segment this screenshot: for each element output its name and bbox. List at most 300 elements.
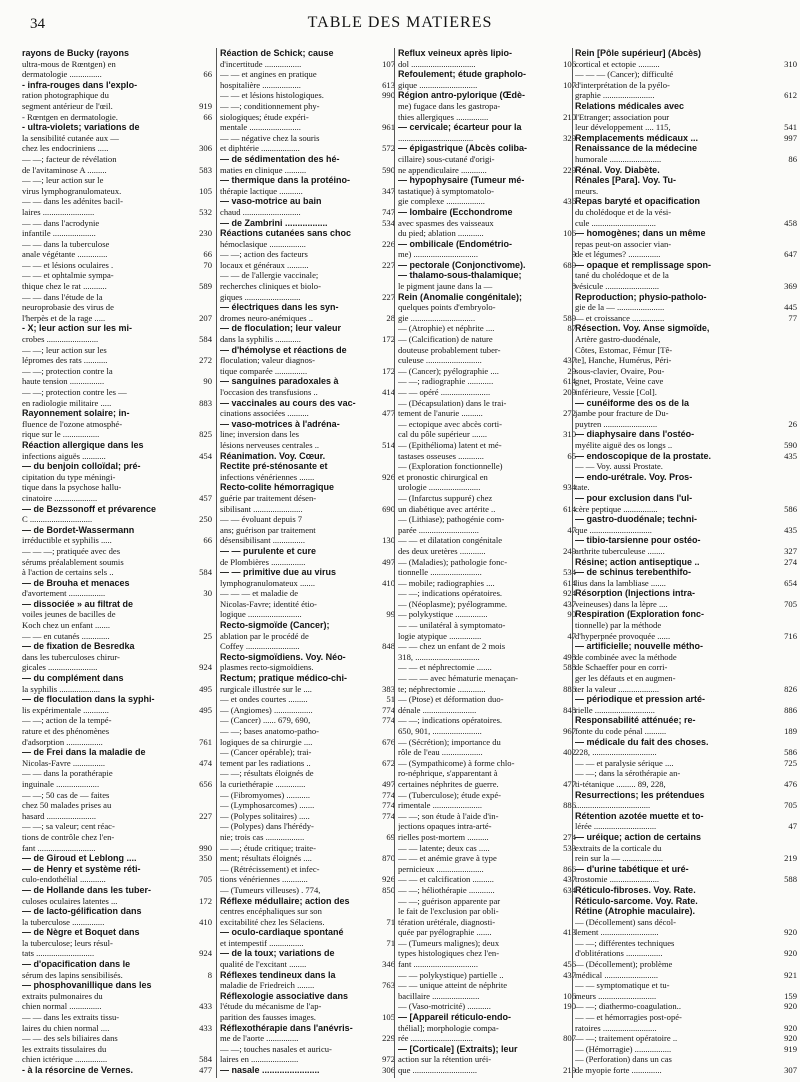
entry-page-ref: 272 bbox=[199, 355, 212, 366]
entry-page-ref: 614 bbox=[563, 503, 576, 514]
entry-page-ref: 456 bbox=[563, 959, 576, 970]
entry-text: la syphilis ................... bbox=[22, 683, 101, 694]
entry-text: — — et calcification .......... bbox=[398, 874, 494, 885]
entry-text: — — évoluant depuis 7 bbox=[220, 514, 303, 525]
index-entry bbox=[220, 228, 395, 239]
entry-page-ref: 329 bbox=[563, 132, 576, 143]
entry-page-ref: 774 bbox=[382, 715, 395, 726]
entry-page-ref: 589 bbox=[199, 281, 212, 292]
entry-text: — —; indications opératoires. bbox=[398, 588, 503, 599]
index-entry bbox=[22, 1044, 212, 1055]
index-entry bbox=[220, 525, 395, 536]
entry-text: ratoires ......................... bbox=[575, 1022, 657, 1033]
entry-text: ne appendiculaire ............ bbox=[398, 164, 487, 175]
entry-text: gie .............................. bbox=[398, 312, 476, 323]
entry-text: Région antro-pylorique (Œdè- bbox=[398, 90, 525, 101]
index-entry bbox=[575, 843, 797, 854]
entry-page-ref: 437 bbox=[563, 969, 576, 980]
entry-text: — vaso-motrice au bain bbox=[220, 196, 322, 207]
index-entry bbox=[220, 69, 395, 80]
index-entry bbox=[398, 578, 576, 589]
index-entry bbox=[22, 281, 212, 292]
entry-page-ref: 497 bbox=[382, 556, 395, 567]
entry-text: rielles post-mortem .......... bbox=[398, 831, 489, 842]
entry-text: — pour exclusion dans l'ul- bbox=[575, 492, 693, 503]
entry-text: Coffey ......................... bbox=[220, 641, 300, 652]
entry-text: — (Cancer) ...... 679, 690, bbox=[220, 715, 311, 726]
index-entry bbox=[220, 662, 395, 673]
index-entry bbox=[220, 175, 395, 186]
entry-text: — (Décollement) sans décol- bbox=[575, 916, 676, 927]
entry-text: Réticulo-fibroses. Voy. Rate. bbox=[575, 884, 696, 895]
entry-text: — (Décapsulation) dans le trai- bbox=[398, 397, 507, 408]
index-entry bbox=[22, 811, 212, 822]
entry-text: leur développement .... 115, bbox=[575, 122, 671, 133]
index-entry bbox=[398, 747, 576, 758]
index-entry bbox=[398, 557, 576, 568]
entry-page-ref: 172 bbox=[199, 895, 212, 906]
column-rule bbox=[216, 48, 217, 1078]
entry-text: nie; trois cas .................. bbox=[220, 831, 305, 842]
entry-text: — — — avec hématurie menaçan- bbox=[398, 673, 519, 684]
entry-text: — polykystique ............... bbox=[398, 609, 488, 620]
entry-page-ref: 107 bbox=[382, 58, 395, 69]
entry-page-ref: 716 bbox=[784, 630, 797, 641]
index-entry bbox=[220, 980, 395, 991]
index-entry bbox=[220, 1001, 395, 1012]
index-entry bbox=[575, 218, 797, 229]
index-entry bbox=[398, 1044, 576, 1055]
entry-page-ref: 274 bbox=[784, 556, 797, 567]
entry-page-ref: 705 bbox=[199, 874, 212, 885]
entry-page-ref: 99 bbox=[386, 609, 395, 620]
entry-page-ref: 477 bbox=[382, 408, 395, 419]
entry-text: Réanimation. Voy. Cœur. bbox=[220, 450, 326, 461]
index-entry bbox=[22, 408, 212, 419]
entry-page-ref: 410 bbox=[382, 577, 395, 588]
entry-text: Réactions cutanées sans choc bbox=[220, 228, 352, 239]
entry-text: l'étude du mécanisme de l'ap- bbox=[220, 1001, 322, 1012]
index-entry bbox=[398, 239, 576, 250]
entry-page-ref: 870 bbox=[382, 853, 395, 864]
index-entry bbox=[398, 451, 576, 462]
index-entry bbox=[220, 461, 395, 472]
index-entry bbox=[220, 684, 395, 695]
entry-page-ref: 105 bbox=[382, 1012, 395, 1023]
index-entry bbox=[575, 641, 797, 652]
entry-text: Côtes, Estomac, Fémur [Tê- bbox=[575, 344, 673, 355]
index-entry bbox=[22, 270, 212, 281]
entry-page-ref: 495 bbox=[199, 683, 212, 694]
entry-text: myélite aiguë des os longs .. bbox=[575, 439, 673, 450]
index-entry bbox=[575, 270, 797, 281]
entry-text: — — opéré ....................... bbox=[398, 387, 491, 397]
index-entry bbox=[22, 694, 212, 705]
index-entry bbox=[575, 535, 797, 546]
running-title: TABLE DES MATIERES bbox=[307, 14, 493, 31]
entry-text: tionnelle) par la méthode bbox=[575, 620, 662, 631]
entry-text: fant ........................... bbox=[22, 842, 96, 853]
entry-page-ref: 826 bbox=[784, 683, 797, 694]
entry-page-ref: 65 bbox=[567, 450, 576, 461]
index-column-2 bbox=[220, 48, 395, 1078]
entry-text: thique chez le rat ........... bbox=[22, 281, 107, 292]
index-entry bbox=[220, 631, 395, 642]
entry-text: Respiration (Exploration fonc- bbox=[575, 609, 705, 620]
entry-text: maties en clinique .......... bbox=[220, 164, 307, 175]
index-entry bbox=[398, 429, 576, 440]
entry-text: avec spasmes des vaisseaux bbox=[398, 217, 494, 228]
index-entry bbox=[220, 970, 395, 981]
entry-text: Rectum; pratique médico-chi- bbox=[220, 673, 348, 684]
entry-text: Rétine (Atrophie maculaire). bbox=[575, 906, 696, 917]
entry-page-ref: 458 bbox=[784, 217, 797, 228]
entry-text: de Schaeffer pour en corri- bbox=[575, 662, 668, 673]
entry-page-ref: 274 bbox=[563, 831, 576, 842]
entry-page-ref: 272 bbox=[563, 408, 576, 419]
entry-page-ref: 924 bbox=[199, 662, 212, 673]
entry-text: — de floculation dans la syphi- bbox=[22, 694, 155, 705]
entry-page-ref: 130 bbox=[382, 535, 395, 546]
entry-page-ref: 70 bbox=[203, 259, 212, 270]
entry-page-ref: 690 bbox=[382, 503, 395, 514]
index-entry bbox=[22, 821, 212, 832]
index-entry bbox=[22, 154, 212, 165]
entry-page-ref: 586 bbox=[784, 503, 797, 514]
index-entry bbox=[398, 525, 576, 536]
entry-page-ref: 656 bbox=[199, 778, 212, 789]
index-entry bbox=[575, 302, 797, 313]
entry-text: Rénal. Voy. Diabète. bbox=[575, 164, 660, 175]
index-entry bbox=[220, 620, 395, 631]
entry-text: Artère gastro-duodénale, bbox=[575, 334, 661, 345]
entry-page-ref: 967 bbox=[563, 726, 576, 736]
entry-page-ref: 347 bbox=[382, 185, 395, 196]
entry-text: arthrite tuberculeuse ........ bbox=[575, 545, 665, 556]
index-entry bbox=[220, 48, 395, 59]
index-column-3 bbox=[398, 48, 576, 1078]
index-entry bbox=[220, 270, 395, 281]
index-entry bbox=[575, 1033, 797, 1044]
entry-page-ref: 590 bbox=[784, 439, 797, 450]
index-entry bbox=[398, 948, 576, 959]
index-entry bbox=[220, 249, 395, 260]
index-entry bbox=[398, 133, 576, 144]
index-entry bbox=[575, 239, 797, 250]
entry-page-ref: 190 bbox=[563, 1001, 576, 1012]
index-entry bbox=[22, 641, 212, 652]
entry-text: Réflexes tendineux dans la bbox=[220, 969, 336, 980]
entry-text: chaud ........................... bbox=[220, 206, 301, 217]
entry-page-ref: 924 bbox=[199, 948, 212, 959]
index-entry bbox=[22, 143, 212, 154]
entry-text: hospitalière .................. bbox=[220, 79, 301, 90]
index-entry bbox=[22, 207, 212, 218]
index-entry bbox=[575, 313, 797, 324]
index-entry bbox=[220, 408, 395, 419]
entry-text: rayons de Bucky (rayons bbox=[22, 48, 130, 58]
entry-page-ref: 866 bbox=[563, 863, 576, 874]
entry-text: — — dans les adénites bacil- bbox=[22, 196, 123, 207]
index-entry bbox=[575, 440, 797, 451]
index-entry bbox=[575, 779, 797, 790]
entry-text: rôle de l'eau ................... bbox=[398, 747, 483, 758]
entry-text: — —; conditionnement phy- bbox=[220, 100, 320, 111]
entry-text: — (Angiomes) .................. bbox=[220, 704, 313, 715]
entry-text: le fait de l'exclusion par obli- bbox=[398, 906, 499, 917]
entry-page-ref: 532 bbox=[199, 206, 212, 217]
entry-text: tastatique) à symptomatolo- bbox=[398, 185, 494, 196]
entry-text: irréductible et syphilis ..... bbox=[22, 535, 112, 546]
entry-page-ref: 572 bbox=[382, 143, 395, 154]
entry-text: — — de l'allergie vaccinale; bbox=[220, 270, 319, 281]
index-entry bbox=[575, 948, 797, 959]
entry-text: me) .............................. bbox=[398, 249, 478, 260]
entry-page-ref: 590 bbox=[382, 164, 395, 175]
index-entry bbox=[575, 652, 797, 663]
index-entry bbox=[575, 684, 797, 695]
entry-page-ref: 28 bbox=[386, 312, 395, 323]
index-entry bbox=[575, 938, 797, 949]
entry-text: — (Perforation) dans un cas bbox=[575, 1054, 672, 1065]
index-entry bbox=[575, 80, 797, 91]
entry-text: fonte du code pénal .......... bbox=[575, 726, 667, 736]
index-entry bbox=[398, 1054, 576, 1065]
entry-text: chien ictérique ............... bbox=[22, 1054, 108, 1065]
index-entry bbox=[22, 1054, 212, 1065]
index-entry bbox=[220, 1012, 395, 1023]
entry-page-ref: 477 bbox=[563, 778, 576, 789]
entry-text: cule .............................. bbox=[575, 217, 656, 228]
index-entry bbox=[575, 175, 797, 186]
entry-page-ref: 920 bbox=[784, 1033, 797, 1044]
entry-text: — du complément dans bbox=[22, 673, 124, 684]
index-entry bbox=[398, 165, 576, 176]
index-entry bbox=[398, 832, 576, 843]
entry-page-ref: 584 bbox=[199, 334, 212, 345]
index-entry bbox=[398, 821, 576, 832]
entry-text: sibilisant ....................... bbox=[220, 503, 303, 514]
entry-text: — —; sa valeur; cent réac- bbox=[22, 821, 115, 832]
page-number: 34 bbox=[30, 16, 45, 32]
entry-text: — — et hémorragies post-opé- bbox=[575, 1012, 682, 1023]
entry-page-ref: 926 bbox=[382, 874, 395, 885]
index-entry bbox=[575, 143, 797, 154]
entry-page-ref: 105 bbox=[199, 185, 212, 196]
index-entry bbox=[220, 853, 395, 864]
entry-text: dermatologie ............... bbox=[22, 69, 102, 80]
index-entry bbox=[575, 1054, 797, 1065]
entry-text: 318, .............................. bbox=[398, 651, 480, 662]
entry-text: tastases osseuses ............ bbox=[398, 450, 484, 461]
index-entry bbox=[575, 387, 797, 398]
page-header bbox=[0, 8, 800, 38]
entry-text: — thalamo-sous-thalamique; bbox=[398, 270, 522, 281]
entry-text: laires en ...................... bbox=[220, 1054, 299, 1065]
entry-text: — opaque et remplissage spon- bbox=[575, 259, 712, 270]
entry-page-ref: 997 bbox=[784, 132, 797, 143]
index-entry bbox=[398, 864, 576, 875]
index-entry bbox=[220, 419, 395, 430]
entry-text: chien normal ............... bbox=[22, 1001, 102, 1012]
index-entry bbox=[398, 514, 576, 525]
index-entry bbox=[398, 1033, 576, 1044]
entry-text: dans les tuberculoses chirur- bbox=[22, 651, 120, 662]
entry-text: gique ........................... bbox=[398, 79, 478, 90]
entry-text: cortical et ectopie .......... bbox=[575, 58, 660, 69]
index-entry bbox=[398, 652, 576, 663]
index-entry bbox=[22, 578, 212, 589]
index-entry bbox=[575, 260, 797, 271]
index-entry bbox=[575, 567, 797, 578]
entry-text: d'oblitérations ................. bbox=[575, 948, 663, 959]
index-entry bbox=[575, 588, 797, 599]
entry-page-ref: 250 bbox=[199, 514, 212, 525]
entry-text: — —; leur action sur le bbox=[22, 175, 104, 186]
index-entry bbox=[398, 874, 576, 885]
entry-text: — d'hémolyse et réactions de bbox=[220, 344, 347, 355]
entry-text: ................................... bbox=[575, 800, 651, 811]
entry-text: Rectite pré-sténosante et bbox=[220, 461, 328, 472]
index-entry bbox=[22, 1033, 212, 1044]
index-entry bbox=[575, 546, 797, 557]
index-entry bbox=[575, 101, 797, 112]
entry-text: ti-tétanique ......... 89, 228, bbox=[575, 778, 666, 789]
entry-page-ref: 227 bbox=[199, 810, 212, 821]
index-entry bbox=[575, 737, 797, 748]
index-entry bbox=[575, 525, 797, 536]
entry-text: et diphtérie .................. bbox=[220, 143, 300, 154]
index-entry bbox=[220, 578, 395, 589]
index-entry bbox=[22, 1065, 212, 1076]
index-entry bbox=[22, 429, 212, 440]
entry-text: veineuses) dans la lèpre .... bbox=[575, 598, 668, 609]
entry-text: — (Hémorragie) ................. bbox=[575, 1043, 672, 1054]
entry-page-ref: 310 bbox=[563, 429, 576, 440]
index-entry bbox=[220, 90, 395, 101]
entry-text: — thermique dans la protéino- bbox=[220, 175, 351, 186]
entry-text: de myopie forte .............. bbox=[575, 1065, 662, 1075]
index-entry bbox=[22, 366, 212, 377]
entry-text: repas peut-on associer vian- bbox=[575, 238, 672, 249]
index-entry bbox=[22, 334, 212, 345]
entry-page-ref: 435 bbox=[784, 524, 797, 535]
entry-page-ref: 8 bbox=[207, 969, 212, 980]
entry-text: que .............................. bbox=[398, 1065, 478, 1075]
index-entry bbox=[220, 302, 395, 313]
entry-page-ref: 541 bbox=[784, 122, 797, 133]
entry-page-ref: 614 bbox=[563, 376, 576, 387]
index-entry bbox=[575, 620, 797, 631]
entry-text: ans; guérison par traitement bbox=[220, 524, 316, 535]
entry-page-ref: 583 bbox=[199, 164, 212, 175]
entry-text: lement ........................... bbox=[575, 927, 659, 938]
index-entry bbox=[398, 59, 576, 70]
entry-page-ref: 774 bbox=[382, 800, 395, 811]
entry-text: rimentale ....................... bbox=[398, 800, 483, 811]
entry-page-ref: 8 bbox=[571, 281, 576, 292]
index-entry bbox=[220, 482, 395, 493]
entry-page-ref: 433 bbox=[199, 1022, 212, 1033]
entry-text: — —; étude critique; traite- bbox=[220, 842, 316, 853]
entry-text: Repas baryté et opacification bbox=[575, 196, 701, 207]
entry-text: médical ......................... bbox=[575, 969, 659, 980]
entry-page-ref: 705 bbox=[784, 800, 797, 811]
entry-text: — de floculation; leur valeur bbox=[220, 323, 342, 334]
index-entry bbox=[22, 938, 212, 949]
entry-page-ref: 436 bbox=[563, 196, 576, 207]
entry-text: — pectorale (Conjonctivome). bbox=[398, 259, 526, 270]
entry-page-ref: 306 bbox=[382, 1065, 395, 1075]
index-entry bbox=[220, 281, 395, 292]
entry-text: — de Nègre et Boquet dans bbox=[22, 927, 140, 938]
index-entry bbox=[22, 461, 212, 472]
index-entry bbox=[575, 821, 797, 832]
index-entry bbox=[220, 1065, 395, 1076]
entry-text: Nicolas-Favre; identité étio- bbox=[220, 598, 317, 609]
entry-text: centres encéphaliques sur son bbox=[220, 906, 322, 917]
entry-text: — —; action de la tempé- bbox=[22, 715, 112, 726]
entry-text: — dissociée » au filtrat de bbox=[22, 598, 134, 609]
index-entry bbox=[398, 48, 576, 59]
entry-text: sérum des lapins sensibilisés. bbox=[22, 969, 123, 980]
index-entry bbox=[220, 493, 395, 504]
entry-text: — —; leur action sur les bbox=[22, 344, 107, 355]
entry-text: — tibio-tarsienne pour ostéo- bbox=[575, 535, 701, 546]
entry-page-ref: 29 bbox=[567, 365, 576, 376]
index-entry bbox=[22, 917, 212, 928]
entry-page-ref: 414 bbox=[382, 387, 395, 397]
index-entry bbox=[22, 493, 212, 504]
index-entry bbox=[220, 165, 395, 176]
entry-text: — cervicale; écarteur pour la bbox=[398, 122, 522, 133]
entry-page-ref: 689 bbox=[563, 259, 576, 270]
entry-page-ref: 435 bbox=[784, 450, 797, 461]
index-entry bbox=[398, 917, 576, 928]
index-entry bbox=[22, 398, 212, 409]
index-entry bbox=[398, 196, 576, 207]
entry-text: neuroprobasie des virus de bbox=[22, 302, 114, 313]
index-entry bbox=[22, 546, 212, 557]
index-entry bbox=[398, 1065, 576, 1076]
index-entry bbox=[398, 101, 576, 112]
entry-page-ref: 413 bbox=[563, 927, 576, 938]
entry-text: Responsabilité atténuée; re- bbox=[575, 715, 696, 726]
index-entry bbox=[22, 609, 212, 620]
entry-text: rielle ............................ bbox=[575, 704, 655, 715]
index-entry bbox=[220, 864, 395, 875]
index-entry bbox=[22, 196, 212, 207]
entry-text: lius dans la lambliase ....... bbox=[575, 577, 666, 588]
entry-text: — —; traitement opératoire .. bbox=[575, 1033, 678, 1044]
entry-text: — — purulente et cure bbox=[220, 545, 317, 556]
entry-page-ref: 30 bbox=[203, 588, 212, 599]
entry-text: — de Bezssonoff et prévarence bbox=[22, 503, 157, 514]
entry-text: dromes neuro-anémiques .. bbox=[220, 312, 314, 323]
index-entry bbox=[22, 535, 212, 546]
index-entry bbox=[398, 376, 576, 387]
entry-text: graphie ........................ bbox=[575, 90, 655, 101]
index-entry bbox=[220, 472, 395, 483]
entry-text: le pigment jaune dans la — bbox=[398, 281, 493, 292]
entry-text: — (Ptose) et déformation duo- bbox=[398, 694, 504, 705]
index-entry bbox=[575, 514, 797, 525]
entry-page-ref: 172 bbox=[382, 365, 395, 376]
entry-page-ref: 26 bbox=[788, 418, 797, 429]
entry-text: infections aiguës ........... bbox=[22, 450, 106, 461]
entry-page-ref: 584 bbox=[199, 567, 212, 578]
entry-page-ref: 584 bbox=[199, 1054, 212, 1065]
